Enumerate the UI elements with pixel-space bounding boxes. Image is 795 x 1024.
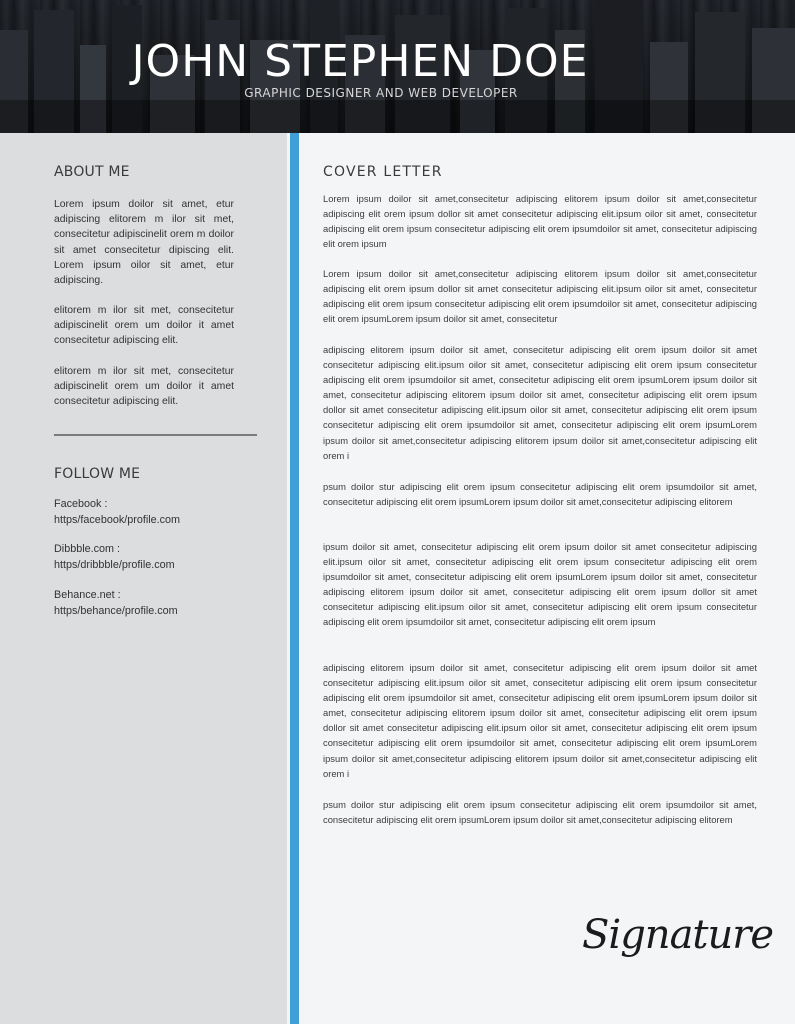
letter-paragraph-5: ipsum doilor sit amet, consecitetur adipiscing elit orem ipsum doilor sit amet consecitetur adipiscing elit.ipsum oilor sit amet, consecitetur adipiscing elit orem ipsum consecitetur adipiscing elit orem ipsumdoilor sit amet, consecitetur adipiscing elit orem ipsumLorem ipsum doilor sit amet, consecitetur adipiscing elitorem ipsum doilor sit amet, consecitetur adipiscing elit orem ipsum dollor sit amet consecitetur adipiscing elit.ipsum oilor sit amet, consecitetur adipiscing elit orem ipsum consecitetur adipiscing elit orem ipsumdoilor sit amet, consecitetur adipiscing elit orem ipsum: [323, 541, 757, 628]
social-facebook-url[interactable]: https/facebook/profile.com: [54, 513, 181, 526]
candidate-name: JOHN STEPHEN DOE: [131, 36, 589, 87]
letter-paragraph-1: Lorem ipsum doilor sit amet,consecitetur adipiscing elitorem ipsum doilor sit amet,consecitetur adipiscing elit orem ipsum dollor sit amet consecitetur adipiscing elit.ipsum oilor sit amet, consecitetur adipiscing elit orem ipsum consecitetur adipiscing elit orem ipsumdoilor sit amet, consecitetur adipiscing elit orem ipsum: [323, 193, 757, 250]
social-dribbble-url[interactable]: https/dribbble/profile.com: [54, 558, 175, 571]
social-behance-label: Behance.net :: [54, 589, 121, 601]
about-paragraph-1: Lorem ipsum doilor sit amet, etur adipiscing elitorem m ilor sit met, consecitetur adipiscinelit orem m doilor sit amet consecitetur dipiscing elit. Lorem ipsum oilor sit amet, etur adipiscing.: [54, 199, 234, 287]
sidebar-divider: [54, 434, 257, 436]
letter-paragraph-3: adipiscing elitorem ipsum doilor sit amet, consecitetur adipiscing elit orem ipsum doilor sit amet consecitetur adipiscing elit.ipsum oilor sit amet, consecitetur adipiscing elit orem ipsum consecitetur adipiscing elit orem ipsumdoilor sit amet, consecitetur adipiscing elit orem ipsumLorem ipsum doilor sit amet, consecitetur adipiscing elitorem ipsum doilor sit amet, consecitetur adipiscing elit orem ipsum dollor sit amet consecitetur adipiscing elit.ipsum oilor sit amet, consecitetur adipiscing elit orem ipsum consecitetur adipiscing elit orem ipsumdoilor sit amet, consecitetur adipiscing elit orem ipsumLorem ipsum doilor sit amet,consecitetur adipiscing elitorem ipsum doilor sit amet,consecitetur adipiscing elit orem i: [323, 344, 757, 461]
social-dribbble-label: Dibbble.com :: [54, 543, 121, 555]
header-banner: [0, 0, 795, 133]
candidate-title: GRAPHIC DESIGNER AND WEB DEVELOPER: [244, 86, 518, 100]
letter-paragraph-2: Lorem ipsum doilor sit amet,consecitetur adipiscing elitorem ipsum doilor sit amet,consecitetur adipiscing elit orem ipsum dollor sit amet consecitetur adipiscing elit.ipsum oilor sit amet, consecitetur adipiscing elit orem ipsum consecitetur adipiscing elit orem ipsumdoilor sit amet, consecitetur adipiscing elit orem ipsumLorem ipsum doilor sit amet, consecitetur: [323, 268, 757, 325]
letter-paragraph-6: adipiscing elitorem ipsum doilor sit amet, consecitetur adipiscing elit orem ipsum doilor sit amet consecitetur adipiscing elit.ipsum oilor sit amet, consecitetur adipiscing elit orem ipsum consecitetur adipiscing elit orem ipsumdoilor sit amet, consecitetur adipiscing elit orem ipsumLorem ipsum doilor sit amet, consecitetur adipiscing elitorem ipsum doilor sit amet, consecitetur adipiscing elit orem ipsum dollor sit amet consecitetur adipiscing elit.ipsum oilor sit amet, consecitetur adipiscing elit orem ipsum consecitetur adipiscing elit orem ipsumdoilor sit amet, consecitetur adipiscing elit orem ipsumLorem ipsum doilor sit amet,consecitetur adipiscing elitorem ipsum doilor sit amet,consecitetur adipiscing elit orem i: [323, 662, 757, 779]
about-paragraph-3: elitorem m ilor sit met, consecitetur adipiscinelit orem um doilor it amet consecitetur adipiscing elit.: [54, 366, 234, 408]
social-facebook: [54, 497, 180, 528]
signature: Signature: [582, 912, 774, 958]
follow-me-heading: FOLLOW ME: [54, 466, 141, 482]
social-behance: [54, 588, 178, 619]
social-dribbble: [54, 542, 175, 573]
social-behance-url[interactable]: https/behance/profile.com: [54, 604, 178, 617]
letter-paragraph-4: psum doilor stur adipiscing elit orem ipsum consecitetur adipiscing elit orem ipsumdoilor sit amet, consecitetur adipiscing elit orem ipsumLorem ipsum doilor sit amet,consecitetur adipiscing elitorem: [323, 481, 757, 508]
social-facebook-label: Facebook :: [54, 498, 108, 510]
about-me-heading: ABOUT ME: [54, 164, 130, 180]
letter-paragraph-7: psum doilor stur adipiscing elit orem ipsum consecitetur adipiscing elit orem ipsumdoilor sit amet, consecitetur adipiscing elit orem ipsumLorem ipsum doilor sit amet,consecitetur adipiscing elitorem: [323, 799, 757, 826]
accent-divider-bar: [290, 133, 299, 1024]
cover-letter-heading: COVER LETTER: [323, 164, 443, 180]
about-paragraph-2: elitorem m ilor sit met, consecitetur adipiscinelit orem um doilor it amet consecitetur adipiscing elit.: [54, 305, 234, 347]
